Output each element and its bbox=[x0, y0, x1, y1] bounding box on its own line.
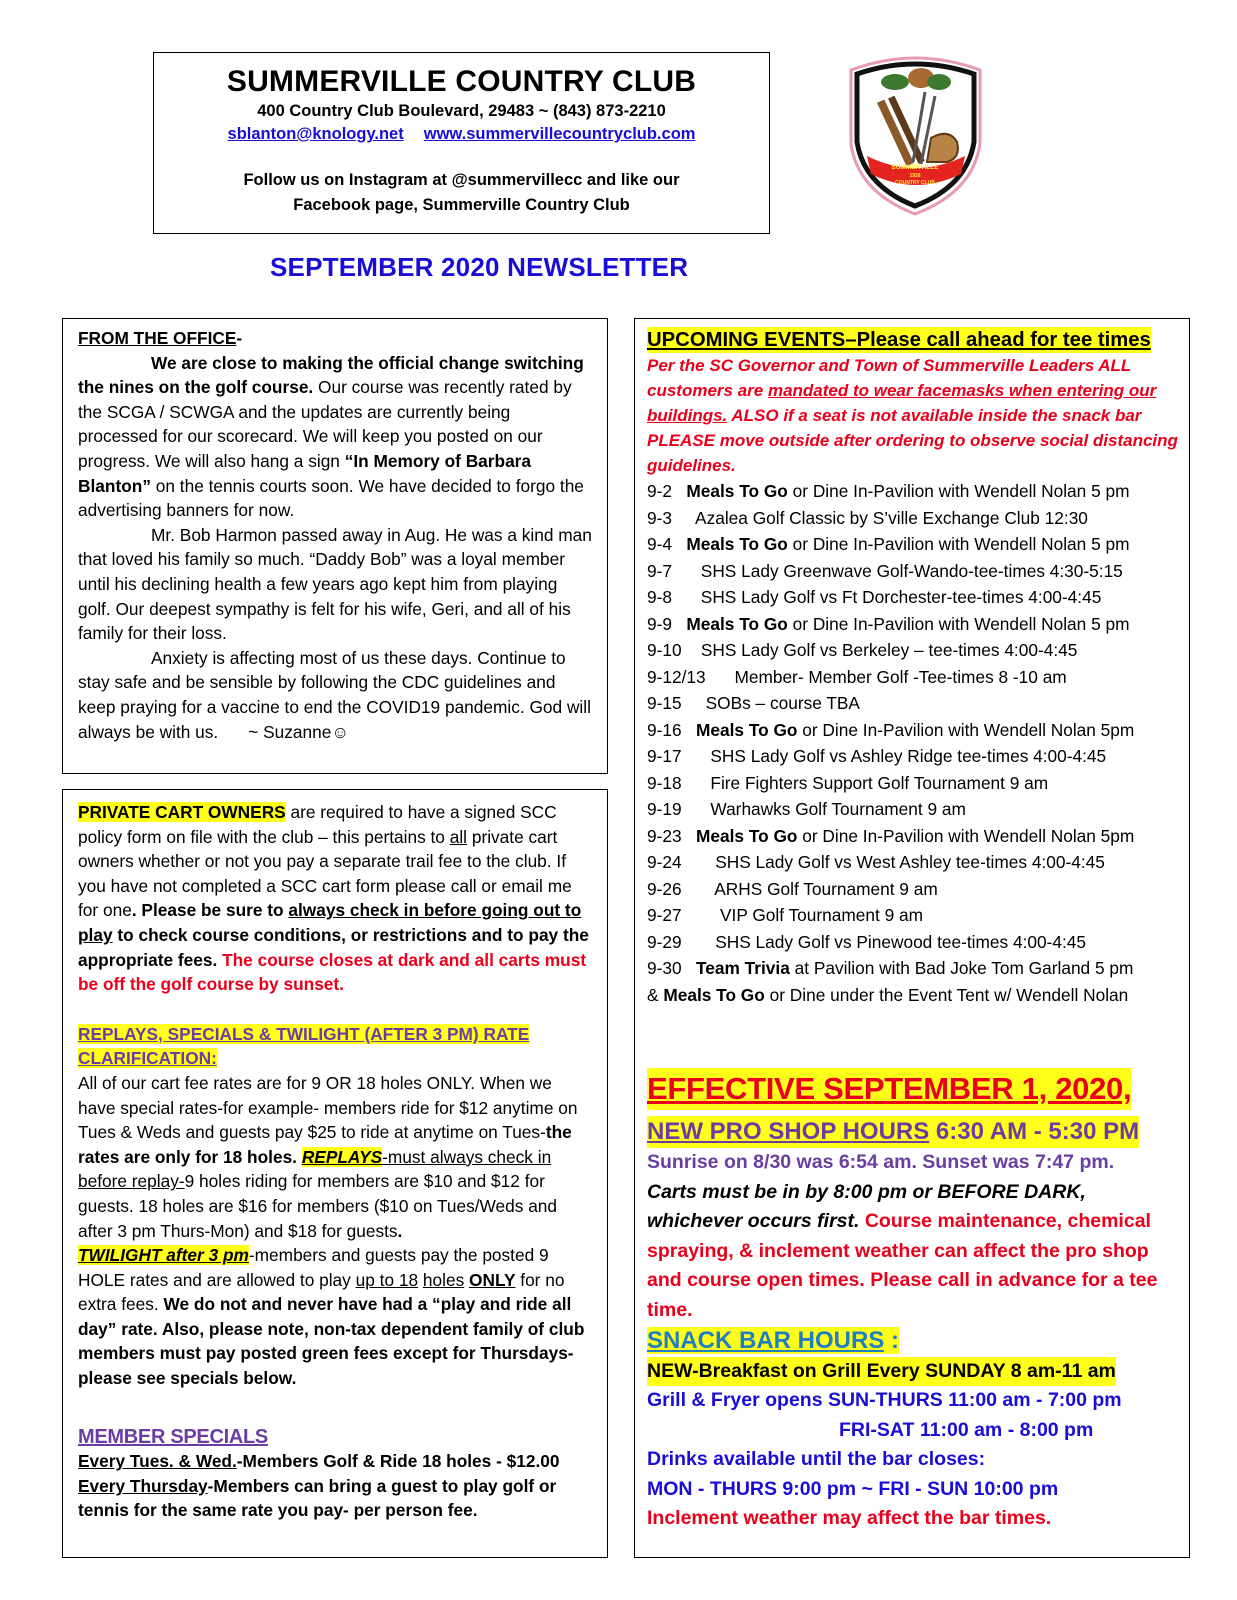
event-description: SHS Lady Greenwave Golf-Wando-tee-times 4:30-5:15 bbox=[700, 560, 1123, 581]
event-gap bbox=[682, 640, 701, 660]
office-paragraph-1 bbox=[78, 351, 594, 523]
event-date: 9-29 bbox=[647, 931, 682, 952]
club-name: SUMMERVILLE COUNTRY CLUB bbox=[226, 65, 697, 98]
event-highlight: Meals To Go bbox=[696, 719, 798, 740]
cart-all: all bbox=[449, 826, 468, 847]
notice-a: Per the SC Governor and Town of Summerville Leaders ALL customers are bbox=[647, 356, 1131, 400]
email-link[interactable]: sblanton@knology.net bbox=[227, 125, 404, 143]
office-p1-sign: “In Memory of Barbara Blanton” bbox=[78, 450, 532, 496]
office-heading: FROM THE OFFICE bbox=[78, 328, 237, 348]
grill-hours-2: FRI-SAT 11:00 am - 8:00 pm bbox=[839, 1418, 1094, 1441]
event-description: SHS Lady Golf vs Ashley Ridge tee-times 4:00-4:45 bbox=[710, 746, 1107, 766]
drinks-line-2: MON - THURS 9:00 pm ~ FRI - SUN 10:00 pm bbox=[647, 1477, 1059, 1500]
office-heading-dash: - bbox=[236, 328, 243, 348]
cart-t2: private cart owners whether or not you pay a separate trail fee to the club. If you have not completed a SCC cart form please call or email me for one bbox=[78, 826, 572, 921]
event-date: 9-7 bbox=[647, 560, 672, 581]
event-gap bbox=[706, 667, 735, 687]
snack-bar-colon: : bbox=[884, 1327, 900, 1354]
club-links bbox=[154, 125, 769, 144]
event-row bbox=[647, 531, 1179, 558]
event-gap bbox=[682, 852, 716, 872]
event-date: 9-15 bbox=[647, 693, 682, 713]
member-special-1-day: Every Tues. & Wed. bbox=[78, 1451, 237, 1472]
event-description: or Dine In-Pavilion with Wendell Nolan 5pm bbox=[797, 719, 1135, 740]
event-gap bbox=[682, 905, 720, 925]
event-date: 9-30 bbox=[647, 958, 682, 978]
snack-bar-label: SNACK BAR HOURS bbox=[647, 1327, 885, 1354]
event-highlight: Meals To Go bbox=[696, 825, 798, 846]
event-date: & bbox=[647, 984, 659, 1005]
logo-text-bottom: COUNTRY CLUB bbox=[895, 180, 935, 186]
twilight-t3: -members and guests pay the posted 9 HOLE rates and are allowed to play bbox=[78, 1245, 549, 1290]
drinks-line-1: Drinks available until the bar closes: bbox=[647, 1448, 986, 1470]
event-gap bbox=[682, 720, 696, 740]
event-date: 9-9 bbox=[647, 613, 672, 634]
club-address: 400 Country Club Boulevard, 29483 ~ (843) 873-2210 bbox=[257, 102, 666, 120]
event-gap bbox=[672, 614, 686, 634]
pro-shop-hours bbox=[647, 1116, 1139, 1148]
event-row bbox=[647, 823, 1179, 850]
twilight-holes: holes bbox=[422, 1269, 465, 1290]
event-row bbox=[647, 664, 1179, 691]
event-gap bbox=[672, 508, 695, 528]
member-special-1-text: -Members Golf & Ride 18 holes - $12.00 bbox=[236, 1451, 560, 1472]
event-date: 9-16 bbox=[647, 719, 682, 740]
event-row bbox=[647, 770, 1179, 797]
club-header bbox=[153, 52, 770, 234]
event-description: Azalea Golf Classic by S’ville Exchange Club 12:30 bbox=[695, 507, 1088, 528]
event-date: 9-12/13 bbox=[647, 666, 706, 687]
event-description: or Dine under the Event Tent w/ Wendell Nolan bbox=[764, 984, 1129, 1005]
twilight-only: ONLY bbox=[469, 1269, 516, 1290]
grill-hours-1: Grill & Fryer opens SUN-THURS 11:00 am - 7:00 pm bbox=[647, 1389, 1122, 1411]
event-gap bbox=[682, 746, 711, 766]
snack-bar-hours-title bbox=[647, 1325, 1179, 1357]
event-row bbox=[647, 478, 1179, 505]
replays-t4-bold: We do not and never have had a “play and ride all day” rate. Also, please note, non-tax dependent family of club members must pay posted green fees except for Thursdays-please see specials below. bbox=[78, 1294, 585, 1389]
maintenance-notice: Course maintenance, chemical spraying, & inclement weather can affect the pro shop and course open times. Please call in advance for a tee time. bbox=[647, 1210, 1158, 1321]
event-highlight: Meals To Go bbox=[686, 613, 788, 634]
event-row bbox=[647, 611, 1179, 638]
event-date: 9-23 bbox=[647, 825, 682, 846]
event-date: 9-2 bbox=[647, 481, 672, 501]
office-p1-bold: We are close to making the official change switching the nines on the golf course. bbox=[78, 352, 584, 398]
event-gap bbox=[672, 534, 686, 554]
event-description: VIP Golf Tournament 9 am bbox=[720, 905, 924, 925]
club-crest-logo bbox=[843, 52, 988, 219]
pro-shop-time: 6:30 AM - 5:30 PM bbox=[929, 1118, 1140, 1145]
cart-course-closes: The course closes at dark and all carts must be off the golf course by sunset. bbox=[78, 949, 587, 995]
inclement-weather-notice: Inclement weather may affect the bar times. bbox=[647, 1507, 1052, 1529]
office-paragraph-2: Mr. Bob Harmon passed away in Aug. He was a kind man that loved his family so much. “Daddy Bob” was a loyal member until his declining health a few years ago kept him from playing golf. Our deepest sympathy is felt for his wife, Geri, and all of his family for their loss. bbox=[78, 524, 592, 644]
replays-18-holes: the rates are only for 18 holes. bbox=[78, 1122, 572, 1167]
replays-label: REPLAYS bbox=[301, 1146, 383, 1167]
event-description: SHS Lady Golf vs Berkeley – tee-times 4:00-4:45 bbox=[700, 640, 1078, 660]
event-date: 9-19 bbox=[647, 799, 682, 819]
event-description: ARHS Golf Tournament 9 am bbox=[714, 878, 938, 899]
event-description: at Pavilion with Bad Joke Tom Garland 5 pm bbox=[789, 958, 1134, 978]
event-date: 9-4 bbox=[647, 534, 672, 554]
event-date: 9-3 bbox=[647, 507, 672, 528]
logo-text-top: SUMMERVILLE bbox=[891, 164, 939, 171]
event-description: SOBs – course TBA bbox=[705, 693, 860, 713]
event-description: or Dine In-Pavilion with Wendell Nolan 5 pm bbox=[787, 534, 1130, 554]
member-specials-heading bbox=[78, 1425, 594, 1450]
event-row bbox=[647, 743, 1179, 770]
event-description: Fire Fighters Support Golf Tournament 9 am bbox=[710, 772, 1049, 793]
website-link[interactable]: www.summervillecountryclub.com bbox=[423, 125, 696, 143]
upcoming-events-title: UPCOMING EVENTS–Please call ahead for tee times bbox=[647, 329, 1151, 351]
replays-paragraph bbox=[78, 1071, 594, 1391]
office-p1-end: on the tennis courts soon. We have decided to forgo the advertising banners for now. bbox=[78, 475, 584, 521]
notice-b: ALSO if a seat is not available inside the snack bar PLEASE move outside after ordering to observe social distancing guidelines. bbox=[647, 406, 1178, 475]
event-row bbox=[647, 929, 1179, 956]
event-gap bbox=[682, 879, 715, 899]
event-row bbox=[647, 558, 1179, 585]
member-special-1 bbox=[78, 1449, 594, 1474]
logo-text-mid: 1926 bbox=[909, 173, 921, 179]
office-signature: ~ Suzanne☺ bbox=[248, 721, 349, 742]
replays-heading-text: REPLAYS, SPECIALS & TWILIGHT (AFTER 3 PM) RATE CLARIFICATION: bbox=[78, 1023, 530, 1069]
event-date: 9-18 bbox=[647, 772, 682, 793]
pro-shop-label: NEW PRO SHOP HOURS bbox=[647, 1118, 930, 1145]
carts-in-by: Carts must be in by 8:00 pm or BEFORE DARK, whichever occurs first. bbox=[647, 1180, 1086, 1232]
twilight-label: TWILIGHT after 3 pm bbox=[78, 1245, 249, 1266]
event-date: 9-10 bbox=[647, 640, 682, 660]
cart-owners-paragraph bbox=[78, 800, 594, 997]
event-highlight: Team Trivia bbox=[696, 958, 790, 978]
cart-t3-end: to check course conditions, or restrictions and to pay the appropriate fees. bbox=[78, 924, 589, 970]
upcoming-events-box bbox=[634, 318, 1190, 1558]
event-date: 9-27 bbox=[647, 905, 682, 925]
event-date: 9-8 bbox=[647, 587, 672, 607]
member-special-2-day: Every Thursday bbox=[78, 1475, 208, 1496]
event-description: or Dine In-Pavilion with Wendell Nolan 5 pm bbox=[787, 613, 1130, 634]
breakfast-notice: NEW-Breakfast on Grill Every SUNDAY 8 am-11 am bbox=[647, 1357, 1116, 1386]
event-row bbox=[647, 902, 1179, 929]
event-row bbox=[647, 849, 1179, 876]
event-gap bbox=[682, 799, 711, 819]
event-row bbox=[647, 955, 1179, 982]
replays-heading bbox=[78, 1022, 594, 1071]
event-date: 9-24 bbox=[647, 852, 682, 872]
event-row bbox=[647, 796, 1179, 823]
event-gap bbox=[672, 561, 701, 581]
event-gap bbox=[682, 958, 696, 978]
twilight-end: for no extra fees. bbox=[78, 1269, 565, 1315]
office-paragraph-3 bbox=[78, 646, 594, 744]
event-row bbox=[647, 584, 1179, 611]
effective-date-heading: EFFECTIVE SEPTEMBER 1, 2020, bbox=[647, 1068, 1131, 1110]
twilight-up-to-18: up to 18 bbox=[355, 1269, 419, 1290]
cart-check-in: always check in before going out to play bbox=[78, 900, 582, 945]
event-gap bbox=[682, 932, 716, 952]
event-description: or Dine In-Pavilion with Wendell Nolan 5pm bbox=[797, 825, 1135, 846]
replays-t1: All of our cart fee rates are for 9 OR 18 holes ONLY. When we have special rates-for example- members ride for $12 anytime on Tues & Weds and guests pay $25 to ride at anytime on Tues- bbox=[78, 1072, 578, 1143]
event-row bbox=[647, 690, 1179, 717]
event-description: Member- Member Golf -Tee-times 8 -10 am bbox=[734, 666, 1067, 687]
event-row bbox=[647, 982, 1179, 1009]
social-follow bbox=[154, 168, 769, 218]
event-highlight: Meals To Go bbox=[686, 481, 788, 501]
events-list bbox=[647, 478, 1179, 1008]
event-gap bbox=[672, 587, 701, 607]
office-p1-rest: Our course was recently rated by the SCGA / SCWGA and the updates are currently being processed for our scorecard. We will keep you posted on our progress. We will also hang a sign bbox=[78, 377, 572, 471]
event-gap bbox=[682, 773, 711, 793]
cart-t3-bold: . Please be sure to bbox=[131, 900, 289, 921]
newsletter-title: SEPTEMBER 2020 NEWSLETTER bbox=[270, 252, 689, 282]
replays-dot: . bbox=[397, 1220, 403, 1241]
event-description: SHS Lady Golf vs Ft Dorchester-tee-times 4:00-4:45 bbox=[700, 587, 1102, 607]
office-p3-text: Anxiety is affecting most of us these days. Continue to stay safe and be sensible by following the CDC guidelines and keep praying for a vaccine to end the COVID19 pandemic. God will always be with us. bbox=[78, 647, 591, 742]
cart-t1: are required to have a signed SCC policy form on file with the club – this pertains to bbox=[78, 802, 557, 847]
event-row bbox=[647, 505, 1179, 532]
follow-line-2: Facebook page, Summerville Country Club bbox=[293, 196, 630, 214]
event-date: 9-17 bbox=[647, 746, 682, 766]
carts-notice bbox=[647, 1178, 1179, 1326]
event-row bbox=[647, 637, 1179, 664]
replays-t2: 9 holes riding for members are $10 and $12 for guests. 18 holes are $16 for members ($10 on Tues/Weds and after 3 pm Thurs-Mon) and $18 for guests bbox=[78, 1171, 558, 1241]
event-gap bbox=[682, 693, 706, 713]
event-description: Warhawks Golf Tournament 9 am bbox=[710, 799, 966, 819]
event-highlight: Meals To Go bbox=[663, 984, 765, 1005]
from-the-office-box bbox=[62, 318, 608, 774]
event-row bbox=[647, 876, 1179, 903]
cart-policy-box bbox=[62, 789, 608, 1558]
event-gap bbox=[672, 481, 686, 501]
member-specials-heading-text: MEMBER SPECIALS bbox=[78, 1425, 268, 1448]
sunrise-sunset: Sunrise on 8/30 was 6:54 am. Sunset was 7:47 pm. bbox=[647, 1151, 1115, 1173]
event-gap bbox=[682, 826, 696, 846]
event-date: 9-26 bbox=[647, 878, 682, 899]
event-description: SHS Lady Golf vs Pinewood tee-times 4:00-4:45 bbox=[715, 931, 1086, 952]
event-description: SHS Lady Golf vs West Ashley tee-times 4:00-4:45 bbox=[715, 852, 1105, 872]
event-description: or Dine In-Pavilion with Wendell Nolan 5 pm bbox=[787, 481, 1130, 501]
member-special-2-text: -Members can bring a guest to play golf or tennis for the same rate you pay- per person fee. bbox=[78, 1475, 557, 1521]
notice-mandated: mandated to wear facemasks when entering our buildings. bbox=[647, 381, 1157, 425]
follow-line-1: Follow us on Instagram at @summervillecc and like our bbox=[243, 171, 680, 189]
cart-owners-label: PRIVATE CART OWNERS bbox=[78, 802, 286, 822]
event-highlight: Meals To Go bbox=[686, 534, 788, 554]
event-row bbox=[647, 717, 1179, 744]
member-special-2 bbox=[78, 1474, 594, 1523]
replays-check-in: -must always check in before replay- bbox=[78, 1146, 552, 1192]
facemask-notice bbox=[647, 353, 1179, 478]
